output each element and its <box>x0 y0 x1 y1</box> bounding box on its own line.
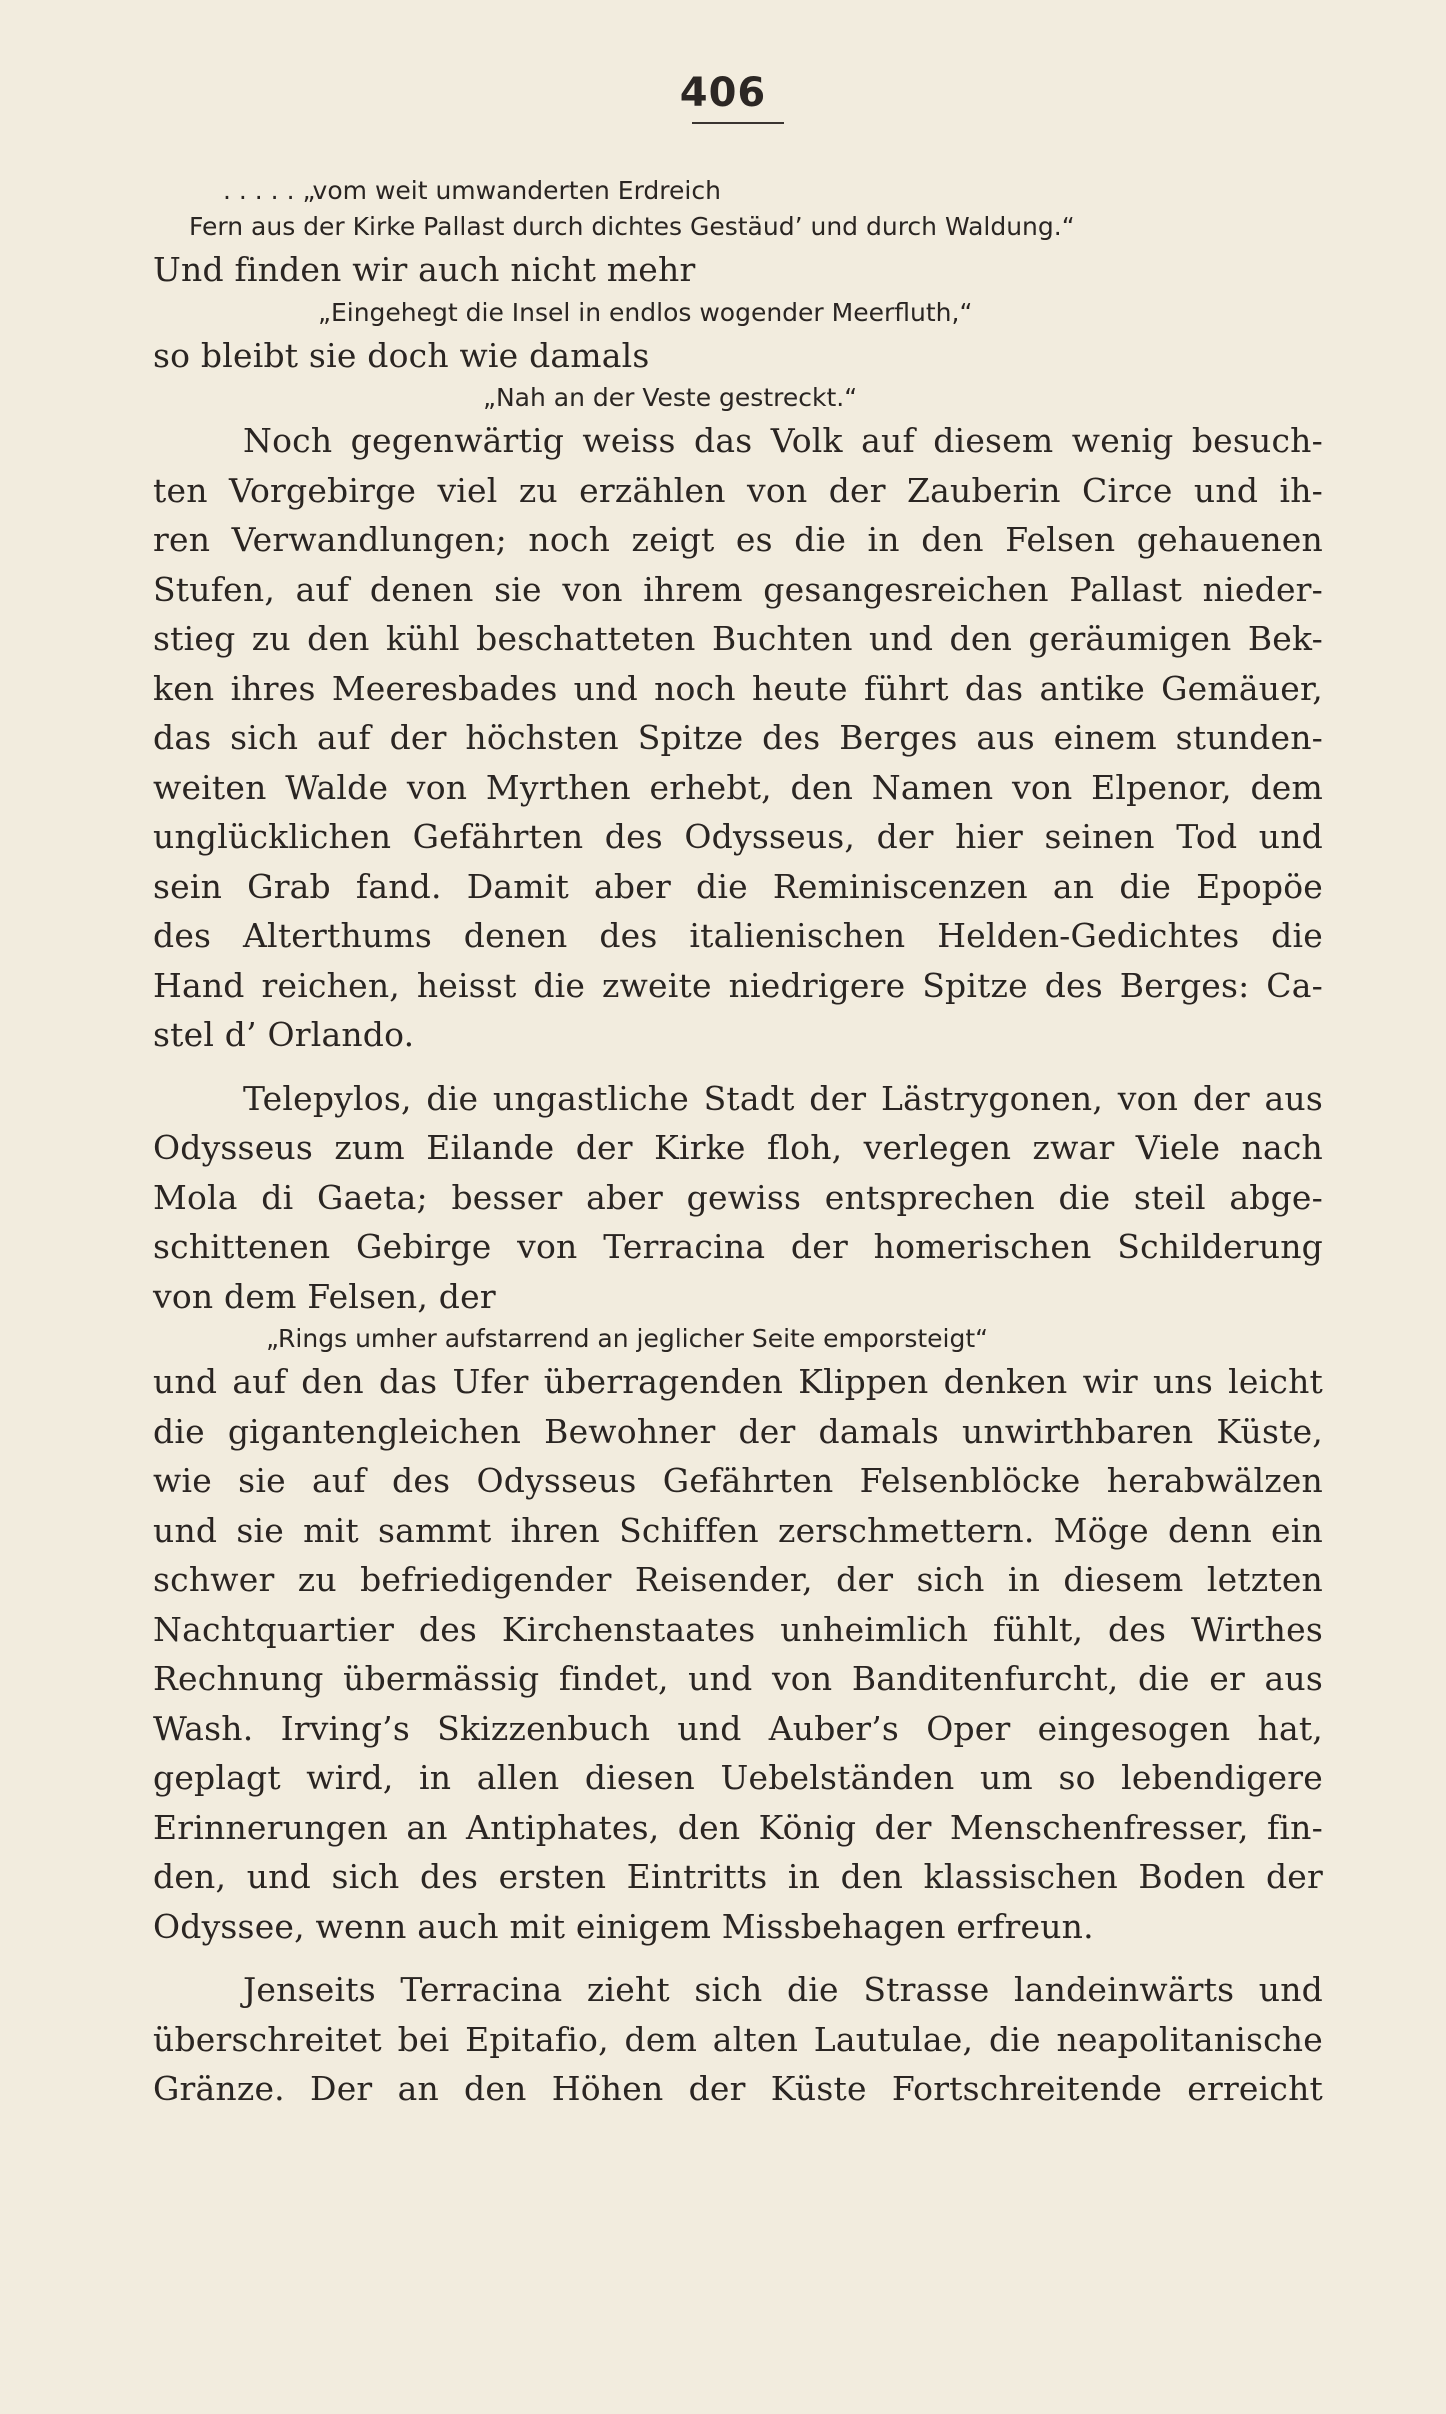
text-line: und sie mit sammt ihren Schiffen zerschmettern. Möge denn ein <box>153 1510 1323 1550</box>
text-line: ren Verwandlungen; noch zeigt es die in den Felsen gehauenen <box>153 520 1323 559</box>
text-line: wie sie auf des Odysseus Gefährten Felsenblöcke herabwälzen <box>153 1461 1323 1500</box>
text-line: schittenen Gebirge von Terracina der homerischen Schilderung <box>153 1227 1323 1266</box>
text-line: geplagt wird, in allen diesen Uebelständen um so lebendigere <box>153 1758 1323 1797</box>
text-line: überschreitet bei Epitafio, dem alten Lautulae, die neapolitanische <box>153 2019 1323 2059</box>
page-number: 406 <box>679 70 767 116</box>
text-line: den, und sich des ersten Eintritts in den klassischen Boden der <box>153 1857 1323 1896</box>
text-line: die gigantengleichen Bewohner der damals unwirthbaren Küste, <box>153 1411 1323 1451</box>
body-text <box>153 173 1323 2114</box>
paragraph-gap <box>153 1060 1323 1074</box>
text-line: und auf den das Ufer überragenden Klippen denken wir uns leicht <box>153 1362 1323 1401</box>
text-line: stieg zu den kühl beschatteten Buchten und den geräumigen Bek- <box>153 619 1323 658</box>
text-line: Gränze. Der an den Höhen der Küste Fortschreitende erreicht <box>153 2069 1323 2108</box>
page-number-rule <box>692 122 784 124</box>
text-line: Jenseits Terracina zieht sich die Strasse landeinwärts und <box>243 1970 1323 2009</box>
text-line: des Alterthums denen des italienischen Helden-Gedichtes die <box>153 916 1323 955</box>
text-line: sein Grab fand. Damit aber die Reminiscenzen an die Epopöe <box>153 866 1323 906</box>
verse-quote-line: . . . . . „vom weit umwanderten Erdreich <box>223 176 721 205</box>
text-line: Nachtquartier des Kirchenstaates unheimlich fühlt, des Wirthes <box>153 1609 1323 1649</box>
text-line: Telepylos, die ungastliche Stadt der Lästrygonen, von der aus <box>243 1078 1323 1118</box>
verse-quote-line: Fern aus der Kirke Pallast durch dichtes Gestäud’ und durch Waldung.“ <box>189 212 1075 241</box>
text-line: schwer zu befriedigender Reisender, der sich in diesem letzten <box>153 1560 1323 1599</box>
text-line: Noch gegenwärtig weiss das Volk auf diesem wenig besuch- <box>243 421 1323 460</box>
text-line: ten Vorgebirge viel zu erzählen von der Zauberin Circe und ih- <box>153 470 1323 510</box>
text-line: ken ihres Meeresbades und noch heute führt das antike Gemäuer, <box>153 668 1323 708</box>
verse-quote-line: „Nah an der Veste gestreckt.“ <box>483 383 858 412</box>
text-line: unglücklichen Gefährten des Odysseus, der hier seinen Tod und <box>153 817 1323 856</box>
text-line: so bleibt sie doch wie damals <box>153 335 650 375</box>
text-line: Odyssee, wenn auch mit einigem Missbehagen erfreun. <box>153 1906 1094 1946</box>
text-line: Wash. Irving’s Skizzenbuch und Auber’s Oper eingesogen hat, <box>153 1708 1323 1748</box>
text-line: stel d’ Orlando. <box>153 1015 415 1054</box>
text-line: Erinnerungen an Antiphates, den König der Menschenfresser, fin- <box>153 1807 1323 1847</box>
text-line: Odysseus zum Eilande der Kirke floh, verlegen zwar Viele nach <box>153 1128 1323 1167</box>
verse-quote-line: „Rings umher aufstarrend an jeglicher Seite emporsteigt“ <box>266 1324 989 1353</box>
verse-quote-line: „Eingehegt die Insel in endlos wogender Meerfluth,“ <box>318 297 973 327</box>
text-line: Hand reichen, heisst die zweite niedrigere Spitze des Berges: Ca- <box>153 965 1323 1005</box>
text-line: Stufen, auf denen sie von ihrem gesangesreichen Pallast nieder- <box>153 569 1323 609</box>
text-line: Und finden wir auch nicht mehr <box>153 250 696 289</box>
text-line: Mola di Gaeta; besser aber gewiss entsprechen die steil abge- <box>153 1177 1323 1217</box>
text-line: von dem Felsen, der <box>153 1276 496 1316</box>
text-line: Rechnung übermässig findet, und von Banditenfurcht, die er aus <box>153 1659 1323 1698</box>
paragraph-gap <box>153 1951 1323 1965</box>
text-line: das sich auf der höchsten Spitze des Berges aus einem stunden- <box>153 718 1323 757</box>
text-line: weiten Walde von Myrthen erhebt, den Namen von Elpenor, dem <box>153 767 1323 807</box>
